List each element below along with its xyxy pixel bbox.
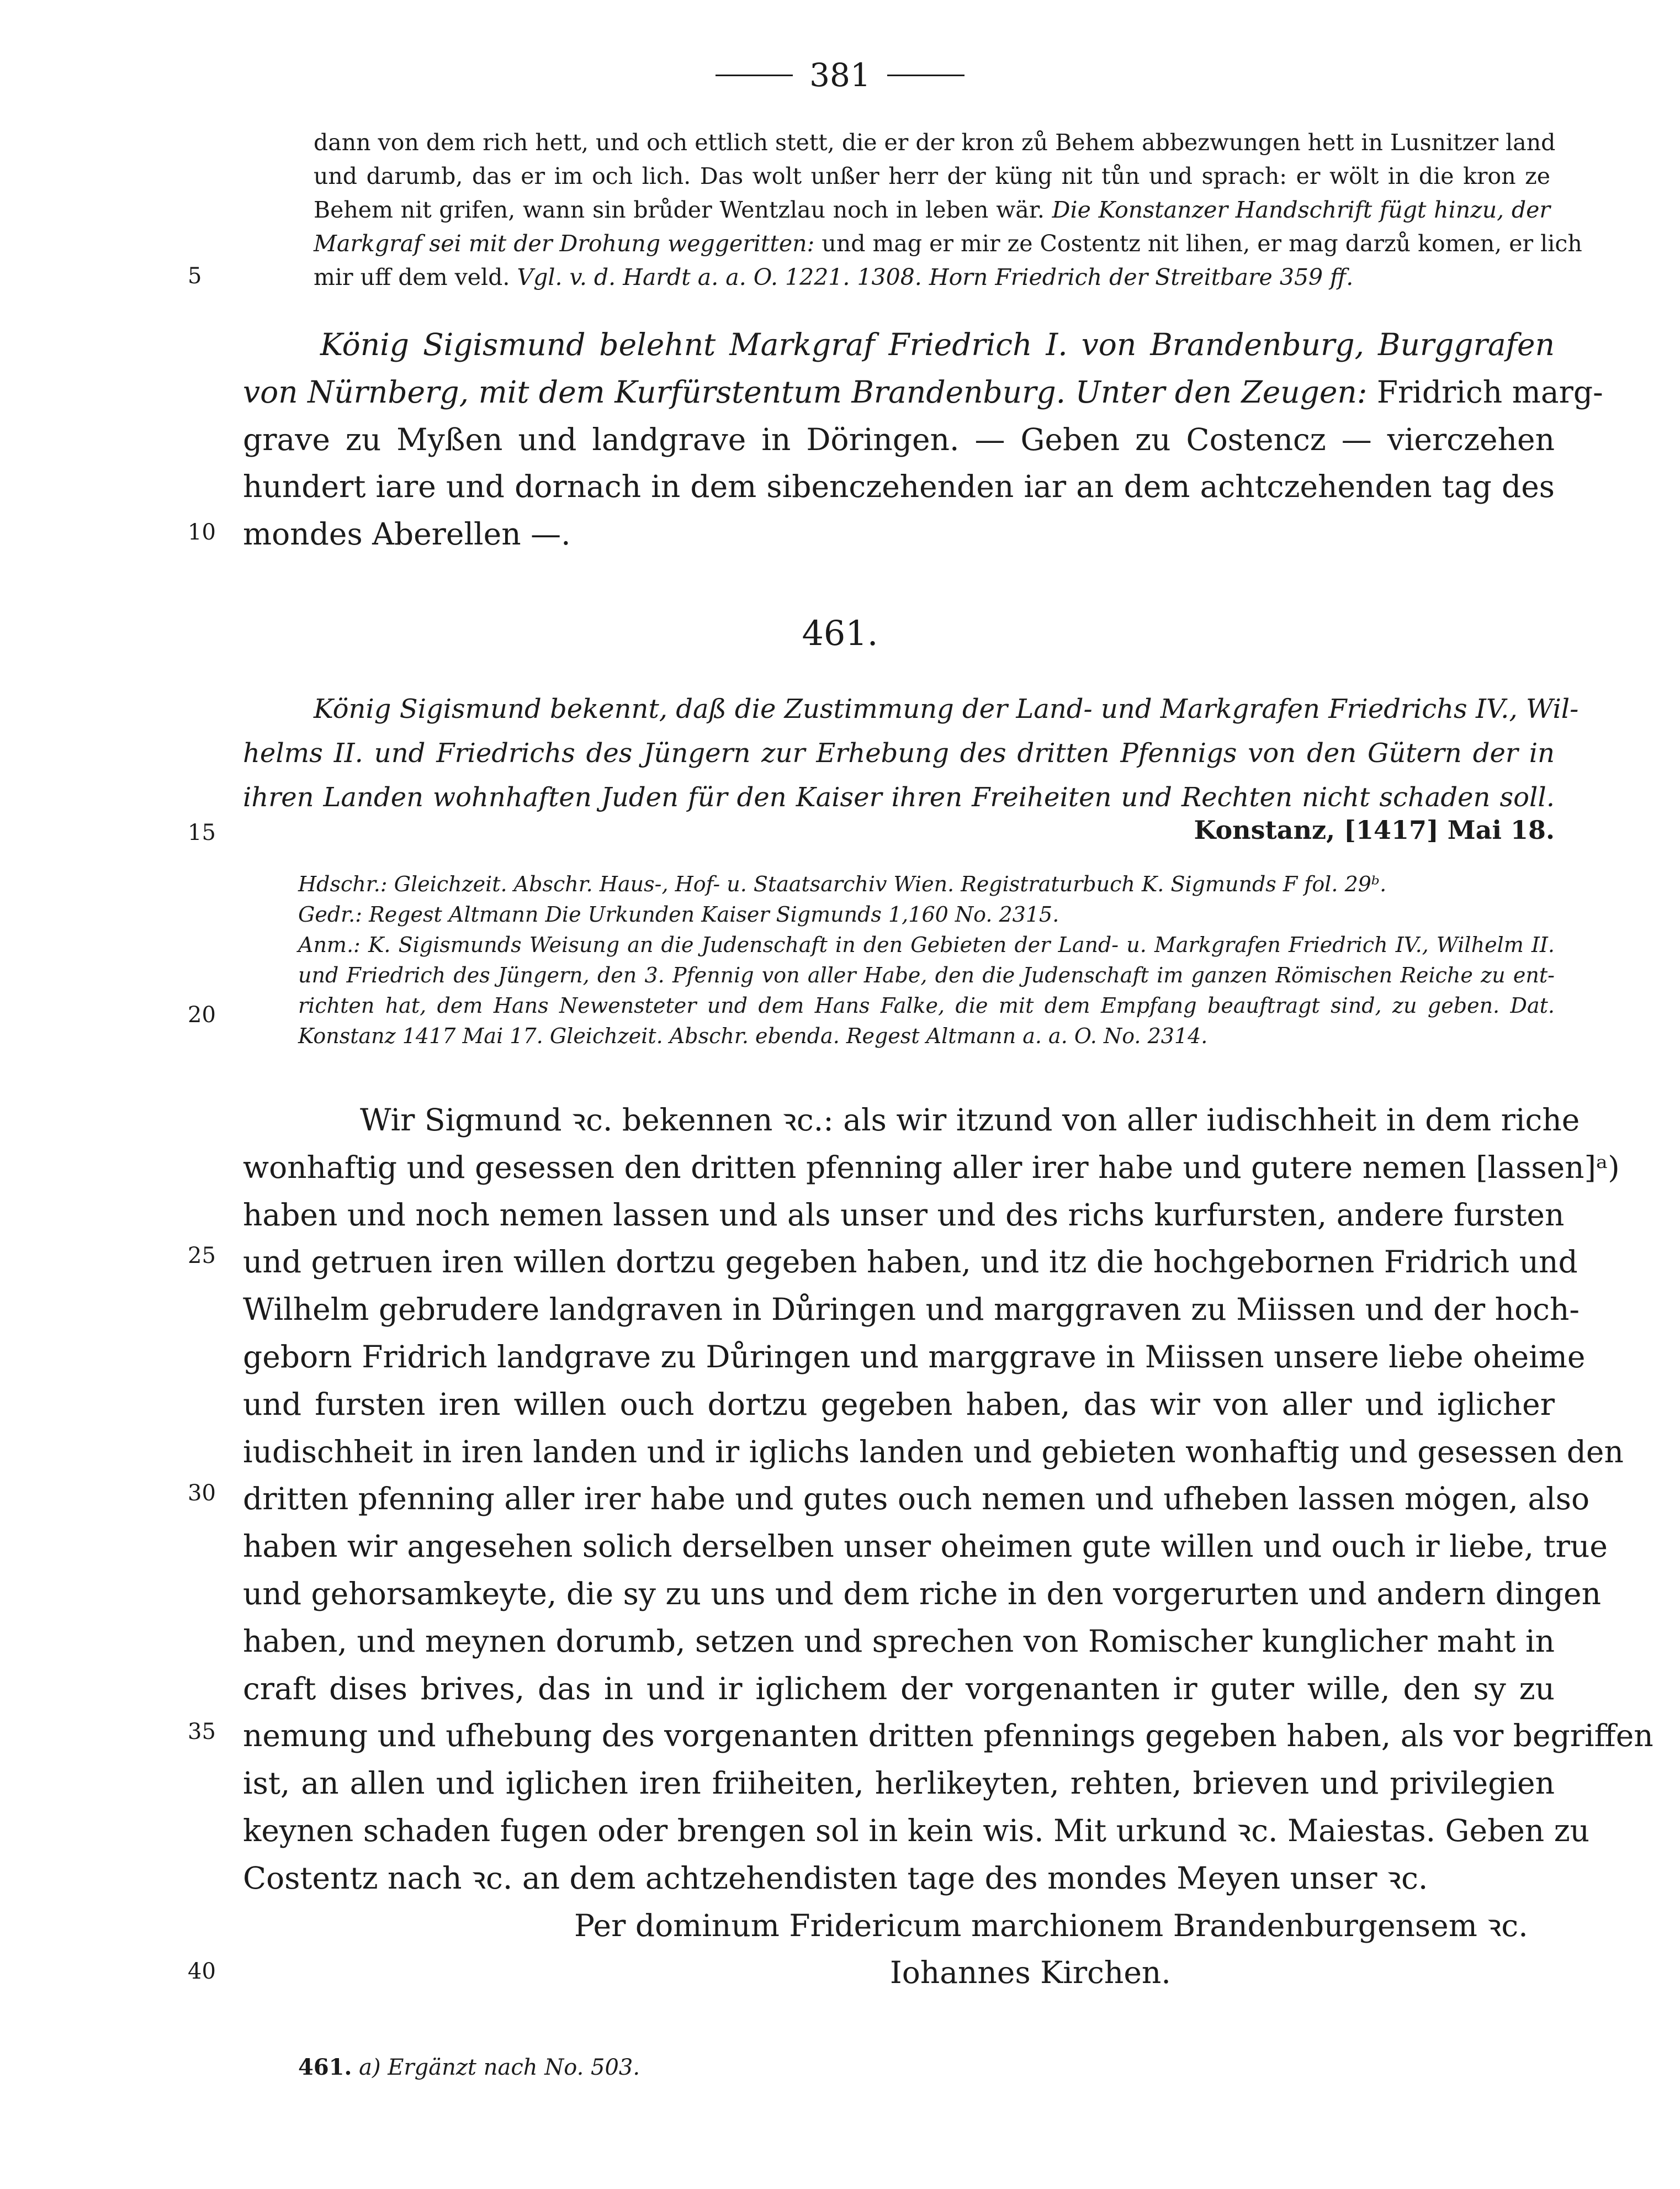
document-number: 461. bbox=[802, 613, 878, 653]
apparatus-line: Hdschr.: Gleichzeit. Abschr. Haus-, Hof- u. Staatsarchiv Wien. Registraturbuch K. Sigmunds F fol. 29ᵇ. bbox=[298, 872, 1387, 896]
footnote-text: a) Ergänzt nach No. 503. bbox=[359, 2055, 640, 2080]
text-line: wonhaftig und gesessen den dritten pfenning aller irer habe und gutere nemen [lassen]ᵃ) bbox=[243, 1149, 1620, 1185]
text-segment: mir uff dem veld. bbox=[314, 264, 510, 290]
text-line: haben, und meynen dorumb, setzen und sprechen von Romischer kunglicher maht in bbox=[243, 1623, 1555, 1659]
text-line: dritten pfenning aller irer habe und gutes ouch nemen und ufheben lassen mȯgen, also bbox=[243, 1481, 1590, 1517]
line-number: 25 bbox=[188, 1243, 216, 1268]
summary-line: mondes Aberellen —. bbox=[243, 516, 571, 552]
summary-line: König Sigismund belehnt Markgraf Friedrich I. von Brandenburg, Burggrafen bbox=[320, 327, 1555, 362]
text-line: und gehorsamkeyte, die sy zu uns und dem riche in den vorgerurten und andern dingen bbox=[243, 1575, 1602, 1611]
date-place: Konstanz, [1417] Mai 18. bbox=[1194, 815, 1555, 845]
line-number: 20 bbox=[188, 1002, 216, 1028]
text-segment: und mag er mir ze Costentz nit lihen, er mag darzů komen, er lich bbox=[822, 230, 1582, 257]
text-line: haben wir angesehen solich derselben unser oheimen gute willen und ouch ir liebe, true bbox=[243, 1529, 1608, 1564]
text-line bbox=[314, 261, 1550, 294]
summary-line: hundert iare und dornach in dem sibenczehenden iar an dem achtczehenden tag des bbox=[243, 469, 1555, 505]
text-line: craft dises brives, das in und ir iglichem der vorgenanten ir guter wille, den sy zu bbox=[243, 1670, 1555, 1706]
signature: Iohannes Kirchen. bbox=[890, 1955, 1171, 1991]
page-number: 381 bbox=[809, 56, 871, 94]
page-header bbox=[0, 53, 1680, 97]
reference-note: Vgl. v. d. Hardt a. a. O. 1221. 1308. Horn Friedrich der Streitbare 359 ff. bbox=[517, 264, 1354, 290]
line-number: 10 bbox=[188, 520, 216, 545]
critical-apparatus bbox=[298, 869, 1555, 1051]
line-number: 5 bbox=[188, 263, 202, 289]
regest-line: helms II. und Friedrichs des Jüngern zur Erhebung des dritten Pfennigs von den Gütern der in bbox=[243, 738, 1555, 769]
line-number: 35 bbox=[188, 1719, 216, 1744]
footnote-marker: 461. bbox=[298, 2054, 352, 2080]
editorial-note: Die Konstanzer Handschrift fügt hinzu, der bbox=[1052, 197, 1550, 223]
regest-line: König Sigismund bekennt, daß die Zustimmung der Land- und Markgrafen Friedrichs IV., Wil- bbox=[314, 694, 1579, 725]
summary-regular: Fridrich marg- bbox=[1376, 374, 1603, 410]
editorial-note: Markgraf sei mit der Drohung weggeritten: bbox=[314, 230, 815, 257]
previous-document-tail bbox=[314, 126, 1582, 294]
chancery-note: Per dominum Fridericum marchionem Brandenburgensem ꝛc. bbox=[574, 1907, 1528, 1943]
summary-line bbox=[243, 369, 1603, 416]
document-regest bbox=[243, 687, 1579, 819]
text-line: und darumb, das er im och lich. Das wolt unßer herr der küng nit tůn und sprach: er wölt in die kron ze bbox=[314, 163, 1550, 189]
text-line: Wilhelm gebrudere landgraven in Důringen und marggraven zu Miissen und der hoch- bbox=[243, 1292, 1580, 1328]
footnote bbox=[298, 2054, 640, 2080]
text-line: Costentz nach ꝛc. an dem achtzehendisten tage des mondes Meyen unser ꝛc. bbox=[243, 1860, 1428, 1896]
text-line: geborn Fridrich landgrave zu Důringen und marggrave in Miissen unsere liebe oheime bbox=[243, 1339, 1586, 1374]
text-segment: Behem nit grifen, wann sin brůder Wentzlau noch in leben wär. bbox=[314, 197, 1045, 223]
text-line: nemung und ufhebung des vorgenanten dritten pfennings gegeben haben, als vor begriffen bbox=[243, 1718, 1653, 1754]
apparatus-line: Anm.: K. Sigismunds Weisung an die Judenschaft in den Gebieten der Land- u. Markgrafen Friedrich IV., Wilhelm II. bbox=[298, 933, 1555, 957]
apparatus-line: Gedr.: Regest Altmann Die Urkunden Kaiser Sigmunds 1,160 No. 2315. bbox=[298, 902, 1059, 927]
text-line: iudischheit in iren landen und ir iglichs landen und gebieten wonhaftig und gesessen den bbox=[243, 1434, 1624, 1469]
line-number: 15 bbox=[188, 820, 216, 845]
text-line: Wir Sigmund ꝛc. bekennen ꝛc.: als wir itzund von aller iudischheit in dem riche bbox=[360, 1102, 1580, 1138]
document-text bbox=[243, 1097, 1653, 1997]
text-line bbox=[314, 227, 1582, 261]
line-number: 30 bbox=[188, 1481, 216, 1506]
text-line: und fursten iren willen ouch dortzu gegeben haben, das wir von aller und iglicher bbox=[243, 1386, 1555, 1422]
summary-italic: von Nürnberg, mit dem Kurfürstentum Brandenburg. Unter den Zeugen: bbox=[243, 374, 1368, 410]
text-line: haben und noch nemen lassen und als unser und des richs kurfursten, andere fursten bbox=[243, 1197, 1565, 1233]
header-rule-right bbox=[887, 75, 964, 76]
line-number: 40 bbox=[188, 1959, 216, 1984]
apparatus-line: und Friedrich des Jüngern, den 3. Pfennig von aller Habe, den die Judenschaft im ganzen Römischen Reiche zu ent- bbox=[298, 963, 1555, 987]
header-rule-left bbox=[716, 75, 793, 76]
apparatus-line: Konstanz 1417 Mai 17. Gleichzeit. Abschr. ebenda. Regest Altmann a. a. O. No. 2314. bbox=[298, 1024, 1208, 1048]
text-line: und getruen iren willen dortzu gegeben haben, und itz die hochgebornen Fridrich und bbox=[243, 1244, 1578, 1280]
text-line bbox=[314, 193, 1550, 227]
summary-line: grave zu Myßen und landgrave in Döringen. — Geben zu Costencz — vierczehen bbox=[243, 421, 1555, 457]
text-line: keynen schaden fugen oder brengen sol in kein wis. Mit urkund ꝛc. Maiestas. Geben zu bbox=[243, 1812, 1590, 1848]
regest-line: ihren Landen wohnhaften Juden für den Kaiser ihren Freiheiten und Rechten nicht schaden soll. bbox=[243, 782, 1555, 813]
previous-summary bbox=[243, 321, 1603, 558]
text-line: ist, an allen und iglichen iren friiheiten, herlikeyten, rehten, brieven und privilegien bbox=[243, 1765, 1555, 1801]
apparatus-line: richten hat, dem Hans Newensteter und dem Hans Falke, die mit dem Empfang beauftragt sind, zu geben. Dat. bbox=[298, 993, 1555, 1018]
text-line: dann von dem rich hett, und och ettlich stett, die er der kron zů Behem abbezwungen hett in Lusnitzer land bbox=[314, 129, 1556, 156]
